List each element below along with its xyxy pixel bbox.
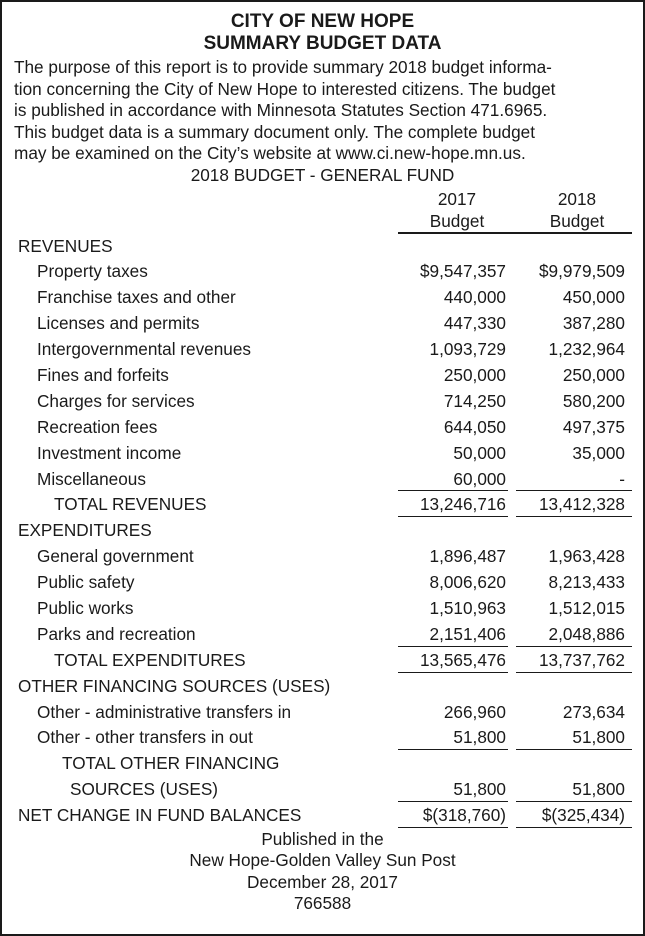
value-2018: 1,232,964 (548, 339, 625, 360)
value-2017: 714,250 (443, 390, 506, 411)
table-row (2, 700, 643, 726)
row-label: Investment income (37, 442, 182, 463)
value-2017: $9,547,357 (419, 261, 506, 282)
column-year: 2017 (437, 188, 477, 209)
footer-id: 766588 (293, 893, 352, 914)
table-row (2, 441, 643, 467)
value-2018: 8,213,433 (548, 572, 625, 593)
row-label: Licenses and permits (37, 313, 200, 334)
value-2017: 8,006,620 (429, 572, 506, 593)
value-2017: $(318,760) (398, 803, 506, 829)
row-label: NET CHANGE IN FUND BALANCES (18, 805, 302, 826)
row-label: Public safety (37, 572, 135, 593)
row-label: SOURCES (USES) (70, 779, 219, 800)
row-label: Parks and recreation (37, 623, 196, 644)
intro-paragraph (14, 57, 633, 165)
row-label: Recreation fees (37, 416, 158, 437)
section-heading (2, 234, 643, 260)
table-row (2, 363, 643, 389)
table-row (2, 544, 643, 570)
section-heading (2, 674, 643, 700)
value-2018: $(325,434) (518, 803, 625, 829)
total-row-heading (2, 751, 643, 777)
value-2018: 35,000 (572, 442, 625, 463)
value-2018: 450,000 (562, 287, 625, 308)
section-heading (2, 518, 643, 544)
value-2018: 51,800 (518, 725, 625, 751)
table-row (2, 467, 643, 493)
total-row (2, 648, 643, 674)
table-row (2, 415, 643, 441)
row-label: Other - administrative transfers in (37, 701, 292, 722)
value-2017: 250,000 (443, 364, 506, 385)
value-2018: 13,737,762 (518, 648, 625, 674)
value-2018: 497,375 (562, 416, 625, 437)
intro-line: This budget data is a summary document only. The complete budget (14, 121, 536, 142)
table-title: 2018 BUDGET - GENERAL FUND (190, 164, 455, 185)
value-2017: 440,000 (443, 287, 506, 308)
table-row (2, 622, 643, 648)
total-row (2, 492, 643, 518)
row-label: TOTAL OTHER FINANCING (62, 753, 280, 774)
column-label: Budget (549, 210, 605, 231)
value-2017: 1,093,729 (429, 339, 506, 360)
value-2017: 644,050 (443, 416, 506, 437)
column-header-2018 (518, 188, 636, 232)
row-label: Public works (37, 597, 134, 618)
footer-date: December 28, 2017 (247, 871, 398, 892)
value-2018: 1,963,428 (548, 546, 625, 567)
table-row (2, 570, 643, 596)
table-row (2, 389, 643, 415)
value-2018: 1,512,015 (548, 597, 625, 618)
footer-publication: New Hope-Golden Valley Sun Post (189, 850, 456, 871)
value-2018: 2,048,886 (518, 622, 625, 648)
net-change-row (2, 803, 643, 829)
footer-line: Published in the (261, 828, 384, 849)
column-label: Budget (429, 210, 485, 231)
row-label: REVENUES (18, 235, 113, 256)
total-row (2, 777, 643, 803)
value-2018: 51,800 (518, 777, 625, 803)
intro-line: may be examined on the City’s website at www.ci.new-hope.mn.us. (14, 143, 526, 163)
column-headers (2, 186, 643, 234)
budget-table (2, 234, 643, 829)
value-2018: $9,979,509 (538, 261, 625, 282)
value-2018: 13,412,328 (518, 492, 625, 518)
row-label: OTHER FINANCING SOURCES (USES) (18, 675, 331, 696)
value-2018: 273,634 (562, 701, 625, 722)
value-2017: 13,565,476 (398, 648, 506, 674)
row-label: Intergovernmental revenues (37, 339, 252, 360)
value-2018: 580,200 (562, 390, 625, 411)
value-2017: 1,510,963 (429, 597, 506, 618)
value-2018: 250,000 (562, 364, 625, 385)
column-year: 2018 (557, 188, 597, 209)
intro-line: is published in accordance with Minnesota Statutes Section 471.6965. (14, 100, 548, 120)
intro-line: tion concerning the City of New Hope to interested citizens. The budget (14, 78, 556, 99)
publication-footer (2, 829, 643, 915)
row-label: Miscellaneous (37, 468, 146, 489)
value-2017: 60,000 (398, 467, 506, 493)
row-label: Property taxes (37, 261, 148, 282)
row-label: TOTAL REVENUES (54, 494, 207, 515)
value-2017: 13,246,716 (398, 492, 506, 518)
table-row (2, 725, 643, 751)
value-2017: 51,800 (398, 777, 506, 803)
value-2017: 1,896,487 (429, 546, 506, 567)
row-label: Franchise taxes and other (37, 287, 236, 308)
value-2017: 2,151,406 (398, 622, 506, 648)
row-label: Fines and forfeits (37, 364, 169, 385)
table-row (2, 285, 643, 311)
value-2018: - (518, 467, 625, 493)
row-label: TOTAL EXPENDITURES (54, 649, 246, 670)
notice-title: CITY OF NEW HOPE (230, 11, 415, 32)
row-label: Charges for services (37, 390, 195, 411)
table-row (2, 596, 643, 622)
row-label: General government (37, 546, 194, 567)
value-2017: 266,960 (443, 701, 506, 722)
value-2018: 387,280 (562, 313, 625, 334)
column-header-2017 (398, 188, 516, 232)
row-label: Other - other transfers in out (37, 727, 253, 748)
value-2017: 447,330 (443, 313, 506, 334)
value-2017: 51,800 (398, 725, 506, 751)
value-2017: 50,000 (453, 442, 506, 463)
intro-line: The purpose of this report is to provide summary 2018 budget informa- (14, 57, 552, 77)
table-row (2, 259, 643, 285)
row-label: EXPENDITURES (18, 520, 152, 541)
notice-subtitle: SUMMARY BUDGET DATA (203, 33, 442, 54)
table-row (2, 311, 643, 337)
table-row (2, 337, 643, 363)
